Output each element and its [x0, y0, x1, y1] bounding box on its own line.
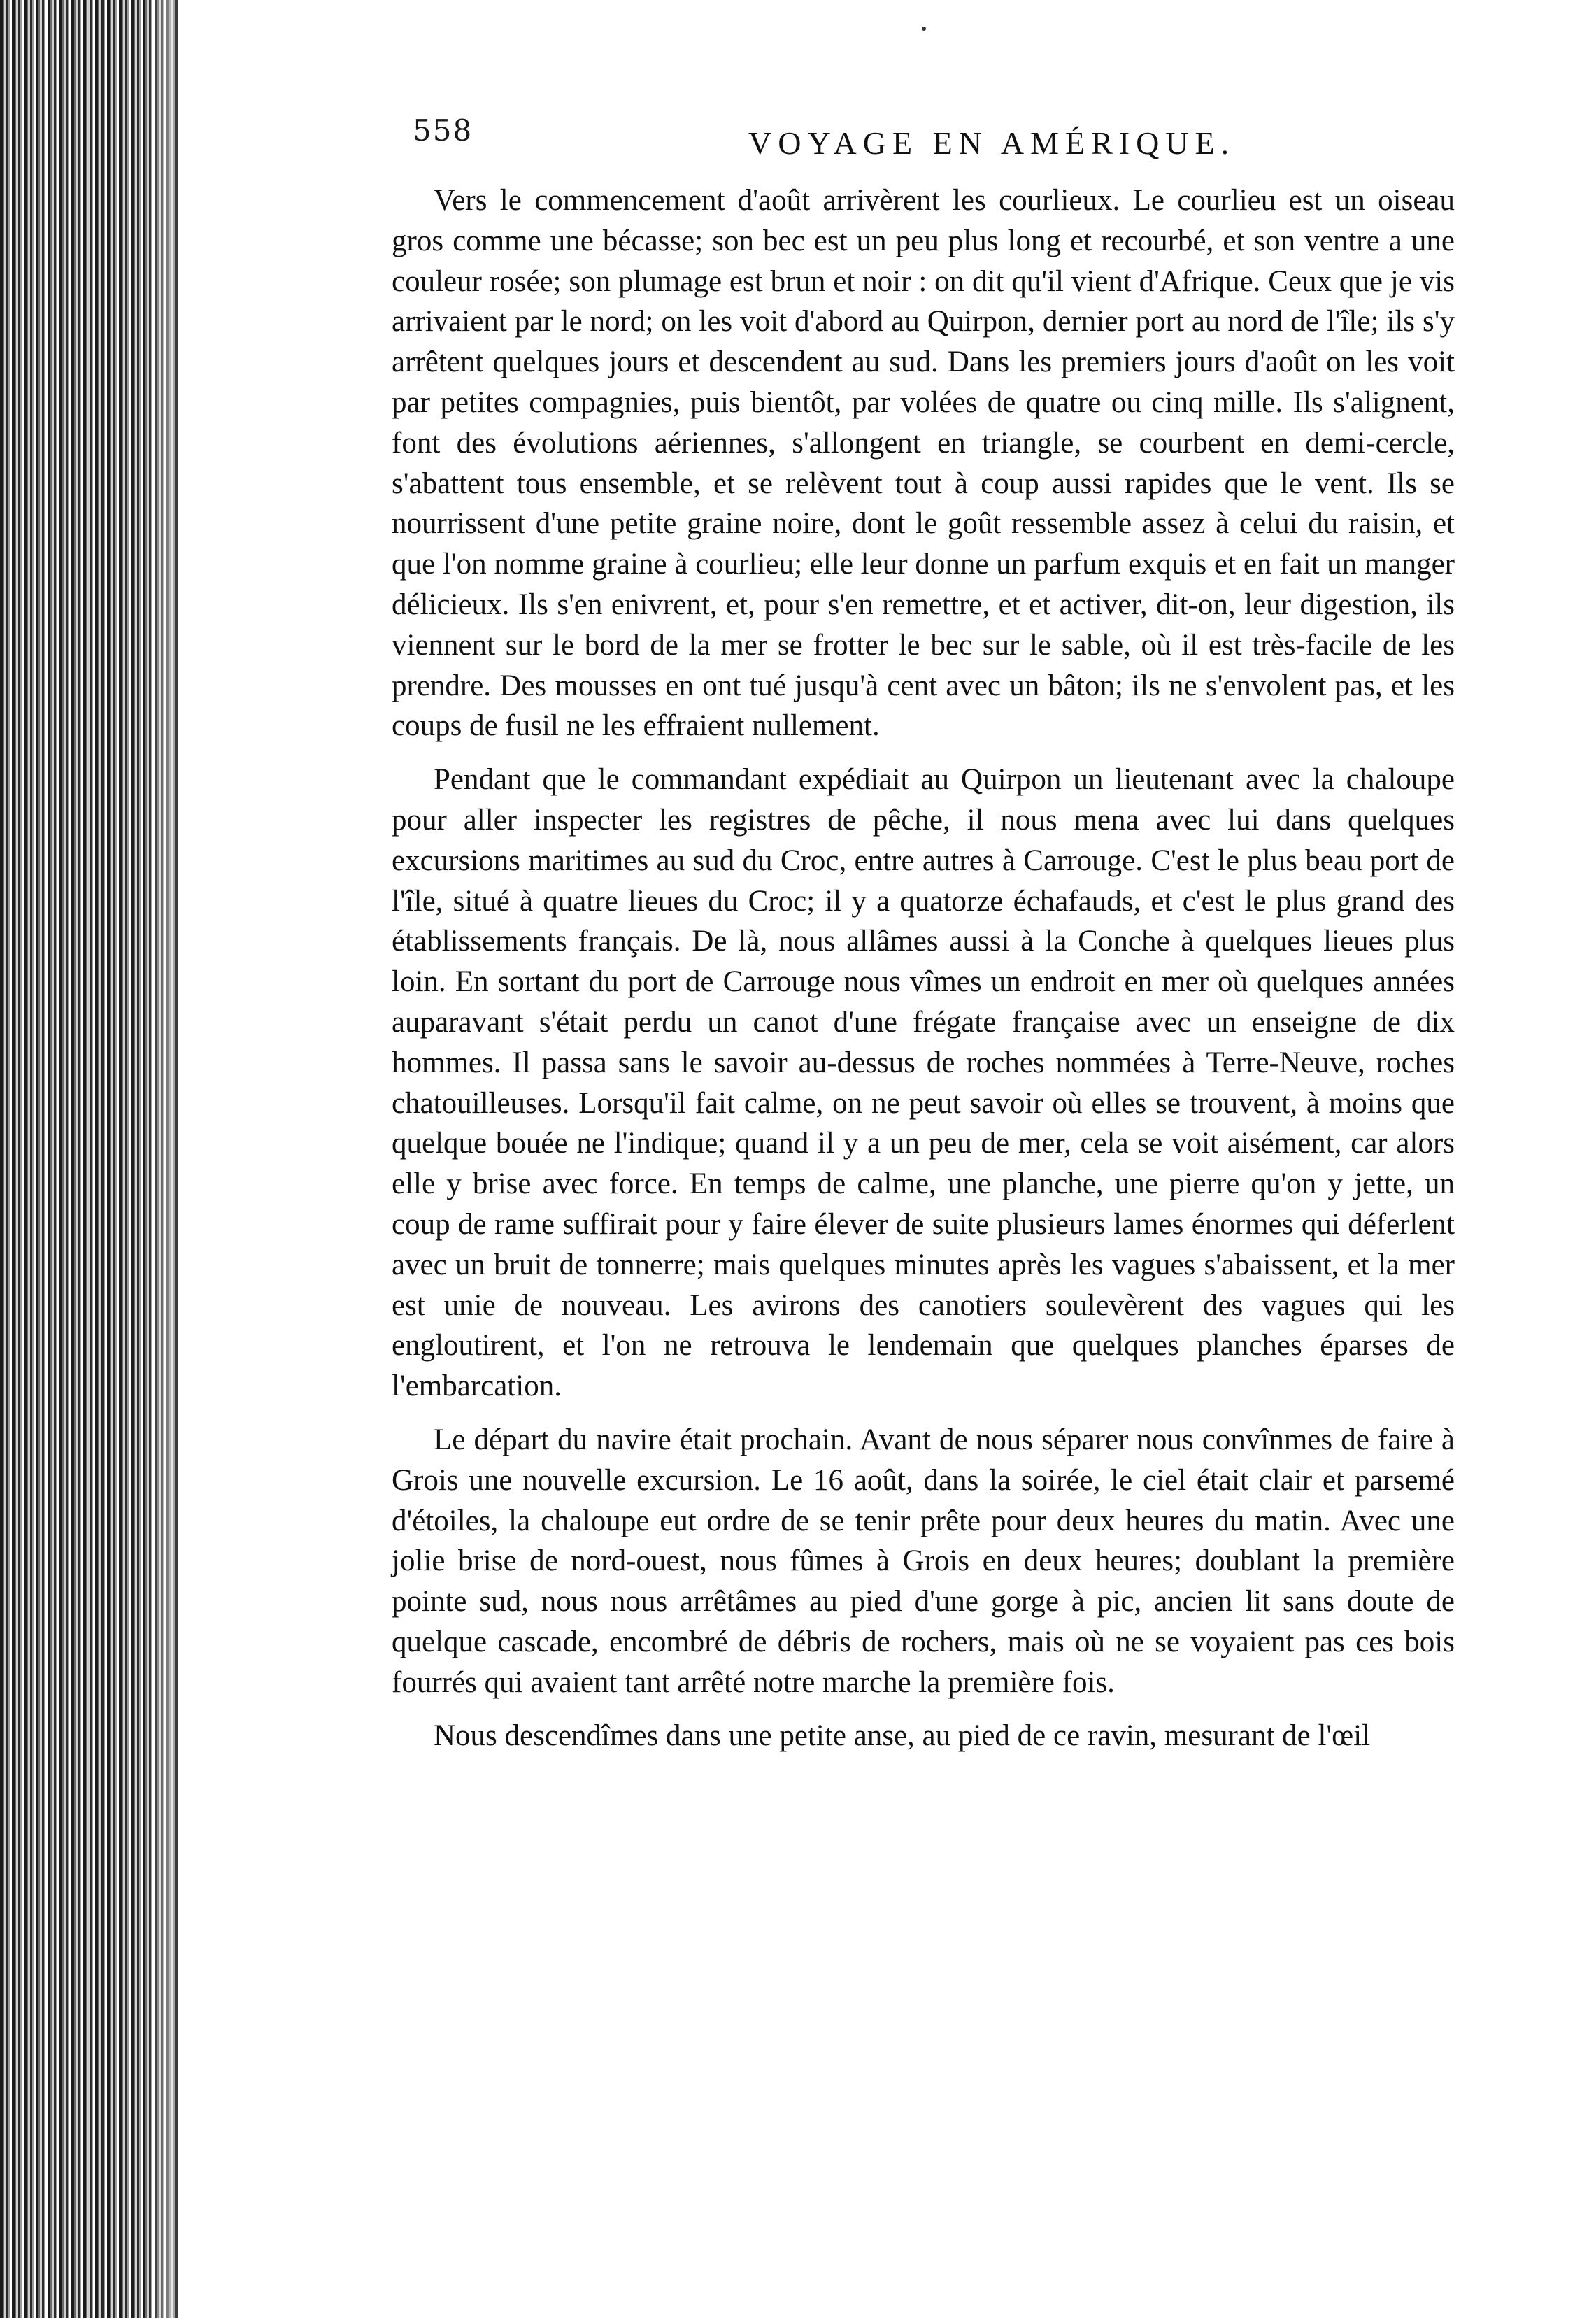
page-gutter-line: [175, 0, 178, 2318]
paragraph-depart: Le départ du navire était prochain. Avant de nous séparer nous convînmes de faire à Grois une nouvelle excursion. Le 16 août, dans la soirée, le ciel était clair et parsemé d'étoiles, la chaloupe eut ordre de se tenir prête pour deux heures du matin. Avec une jolie brise de nord-ouest, nous fûmes à Grois en deux heures; doublant la première pointe sud, nous nous arrêtâmes au pied d'une gorge à pic, ancien lit sans doute de quelque cascade, encombré de débris de rochers, mais où ne se voyaient pas ces bois fourrés qui avaient tant arrêté notre marche la première fois.: [392, 1423, 1455, 1699]
running-title: VOYAGE EN AMÉRIQUE.: [748, 125, 1236, 161]
body-text: [392, 180, 1455, 1756]
paragraph-carrouge: Pendant que le commandant expédiait au Quirpon un lieutenant avec la chaloupe pour aller inspecter les registres de pêche, il nous mena avec lui dans quelques excursions maritimes au sud du Croc, entre autres à Carrouge. C'est le plus beau port de l'île, situé à quatre lieues du Croc; il y a quatorze échafauds, et c'est le plus grand des établissements français. De là, nous allâmes aussi à la Conche à quelques lieues plus loin. En sortant du port de Carrouge nous vîmes un endroit en mer où quelques années auparavant s'était perdu un canot d'une frégate française avec un enseigne de dix hommes. Il passa sans le savoir au-dessus de roches nommées à Terre-Neuve, roches chatouilleuses. Lorsqu'il fait calme, on ne peut savoir où elles se trouvent, à moins que quelque bouée ne l'indique; quand il y a un peu de mer, cela se voit aisément, car alors elle y brise avec force. En temps de calme, une planche, une pierre qu'on y jette, un coup de rame suffirait pour y faire élever de suite plusieurs lames énormes qui déferlent avec un bruit de tonnerre; mais quelques minutes après les vagues s'abaissent, et la mer est unie de nouveau. Les avirons des canotiers soulevèrent des vagues qui les engloutirent, et l'on ne retrouva le lendemain que quelques planches éparses de l'embarcation.: [392, 763, 1455, 1403]
page-number: 558: [413, 113, 473, 148]
ink-speck: [922, 27, 926, 31]
paragraph-courlieux: Vers le commencement d'août arrivèrent les courlieux. Le courlieu est un oiseau gros comme une bécasse; son bec est un peu plus long et recourbé, et son ventre a une couleur rosée; son plumage est brun et noir : on dit qu'il vient d'Afrique. Ceux que je vis arrivaient par le nord; on les voit d'abord au Quirpon, dernier port au nord de l'île; ils s'y arrêtent quelques jours et descendent au sud. Dans les premiers jours d'août on les voit par petites compagnies, puis bientôt, par volées de quatre ou cinq mille. Ils s'alignent, font des évolutions aériennes, s'allongent en triangle, se courbent en demi-cercle, s'abattent tous ensemble, et se relèvent tout à coup aussi rapides que le vent. Ils se nourrissent d'une petite graine noire, dont le goût ressemble assez à celui du raisin, et que l'on nomme graine à courlieu; elle leur donne un parfum exquis et en fait un manger délicieux. Ils s'en enivrent, et, pour s'en remettre, et et activer, dit-on, leur digestion, ils viennent sur le bord de la mer se frotter le bec sur le sable, où il est très-facile de les prendre. Des mousses en ont tué jusqu'à cent avec un bâton; ils ne s'envolent pas, et les coups de fusil ne les effraient nullement.: [392, 184, 1455, 743]
page-edges-fade: [0, 0, 175, 2318]
paragraph-anse: Nous descendîmes dans une petite anse, au pied de ce ravin, mesurant de l'œil: [434, 1719, 1371, 1753]
